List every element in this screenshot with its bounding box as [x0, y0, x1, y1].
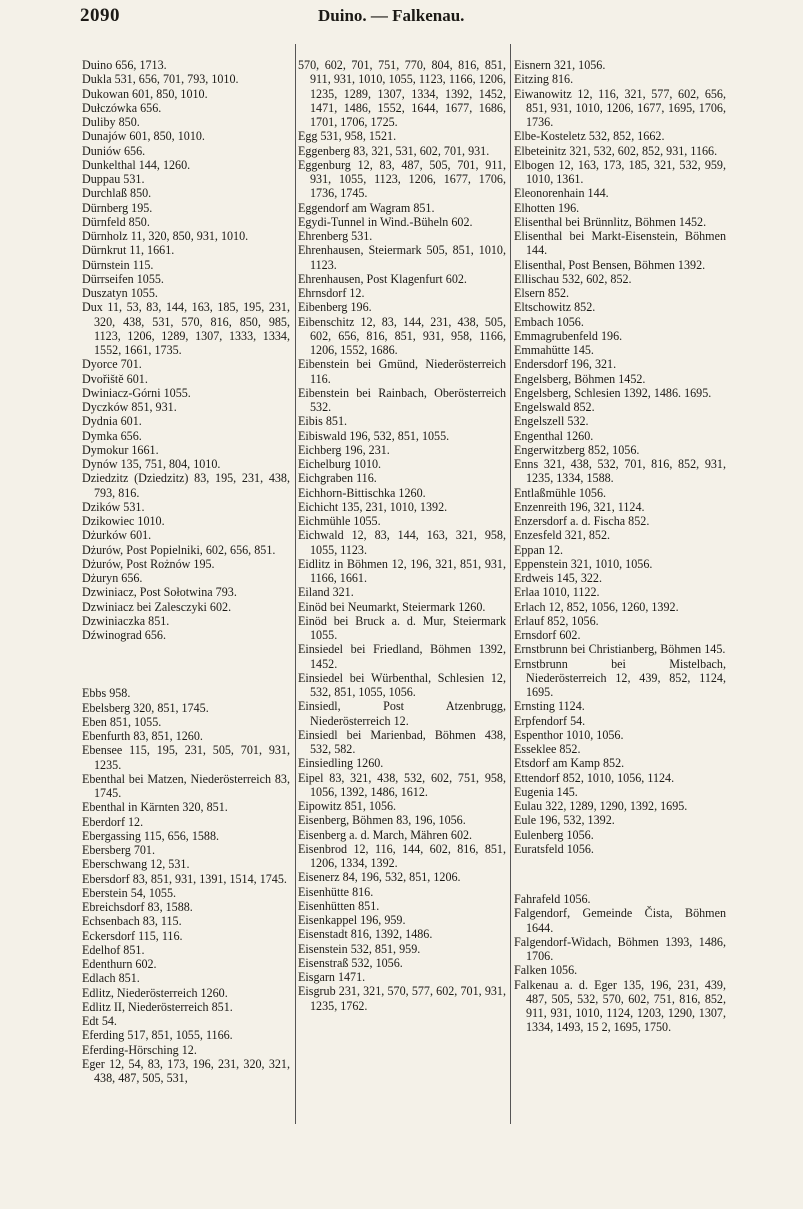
index-entry: Eipel 83, 321, 438, 532, 602, 751, 958, 1056, 1392, 1486, 1612. — [298, 770, 506, 799]
index-entry: Duppau 531. — [82, 172, 145, 186]
section-gap — [514, 856, 726, 892]
index-entry: Eichelburg 1010. — [298, 457, 382, 471]
index-entry: Ebenfurth 83, 851, 1260. — [82, 729, 203, 743]
index-entry: Ehrenhausen, Post Klagenfurt 602. — [298, 271, 467, 286]
index-entry: Edlach 851. — [82, 971, 140, 986]
index-entry: Engelswald 852. — [514, 400, 595, 414]
index-entry: Dżuryn 656. — [82, 571, 143, 585]
index-entry: Egydi-Tunnel in Wind.-Büheln 602. — [298, 214, 473, 229]
index-entry: Emmagrubenfeld 196. — [514, 328, 623, 343]
index-entry: Einsiedling 1260. — [298, 756, 384, 771]
index-entry: Dźwinograd 656. — [82, 628, 166, 642]
index-entry: Erlach 12, 852, 1056, 1260, 1392. — [514, 599, 679, 614]
index-entry: Dvořiště 601. — [82, 371, 148, 386]
index-entry: Eitzing 816. — [514, 72, 574, 87]
index-entry: Elbe-Kosteletz 532, 852, 1662. — [514, 129, 665, 144]
index-entry: Eisenkappel 196, 959. — [298, 913, 406, 927]
index-entry: Eisgrub 231, 321, 570, 577, 602, 701, 931, 1235, 1762. — [298, 984, 506, 1013]
index-entry: Euratsfeld 1056. — [514, 841, 594, 856]
index-entry: Dwiniacz-Górni 1055. — [82, 385, 191, 400]
index-entry: Ebergassing 115, 656, 1588. — [82, 828, 220, 843]
index-entry: Embach 1056. — [514, 314, 584, 329]
index-entry: Erdweis 145, 322. — [514, 571, 603, 585]
index-entry: Erlauf 852, 1056. — [514, 613, 599, 628]
index-entry: Eulenberg 1056. — [514, 827, 594, 842]
index-entry: Edlitz, Niederösterreich 1260. — [82, 985, 228, 1000]
index-entry: Ebenthal bei Matzen, Niederösterreich 83, 1745. — [82, 771, 290, 800]
index-entry: Ebelsberg 320, 851, 1745. — [82, 700, 209, 715]
index-entry: Eichicht 135, 231, 1010, 1392. — [298, 499, 448, 514]
index-entry: Egg 531, 958, 1521. — [298, 129, 397, 144]
index-entry: Dürnfeld 850. — [82, 214, 150, 229]
entry-group-e — [82, 686, 290, 1085]
index-entry: Dzwiniacz, Post Sołotwina 793. — [82, 585, 237, 600]
index-entry: Engerwitzberg 852, 1056. — [514, 442, 640, 457]
column-divider — [510, 44, 511, 1124]
index-entry: Dżurów, Post Popielniki, 602, 656, 851. — [82, 542, 276, 557]
index-entry: Eichwald 12, 83, 144, 163, 321, 958, 1055, 1123. — [298, 528, 506, 557]
index-entry: Dynów 135, 751, 804, 1010. — [82, 457, 221, 471]
index-entry: Eibenstein bei Gmünd, Niederösterreich 116. — [298, 357, 506, 386]
index-entry: Ebenthal in Kärnten 320, 851. — [82, 800, 228, 815]
index-entry: Ebensee 115, 195, 231, 505, 701, 931, 1235. — [82, 743, 290, 772]
index-entry: Entlaßmühle 1056. — [514, 485, 607, 500]
index-entry: Engelszell 532. — [514, 414, 589, 429]
entry-group-e-end — [514, 58, 726, 856]
index-entry: Eisenbrod 12, 116, 144, 602, 816, 851, 1206, 1334, 1392. — [298, 841, 506, 870]
index-entry: Dułczówka 656. — [82, 100, 162, 115]
index-entry: Dziedzitz (Dziedzitz) 83, 195, 231, 438, 793, 816. — [82, 471, 290, 500]
index-entry: Edelhof 851. — [82, 942, 145, 957]
index-entry: Eisnern 321, 1056. — [514, 58, 606, 72]
index-entry: Eberstein 54, 1055. — [82, 885, 177, 900]
index-entry: Eugenia 145. — [514, 784, 578, 799]
index-entry: Eisenerz 84, 196, 532, 851, 1206. — [298, 870, 461, 885]
index-entry: Espenthor 1010, 1056. — [514, 727, 624, 742]
index-entry: Edenthurn 602. — [82, 957, 157, 971]
entry-group-e-continued — [298, 58, 506, 1013]
index-entry: Echsenbach 83, 115. — [82, 914, 182, 929]
running-title: Duino. — Falkenau. — [318, 6, 465, 25]
index-entry: Dunajów 601, 850, 1010. — [82, 129, 205, 144]
index-entry: Dzwiniaczka 851. — [82, 613, 170, 628]
index-entry: Ehrenberg 531. — [298, 229, 373, 243]
index-entry: Eisenstraß 532, 1056. — [298, 955, 403, 970]
index-entry: Einöd bei Bruck a. d. Mur, Steiermark 1055. — [298, 613, 506, 642]
index-entry: Dyczków 851, 931. — [82, 400, 177, 414]
index-entry: Eiland 321. — [298, 585, 354, 600]
index-entry: Falgendorf, Gemeinde Čista, Böhmen 1644. — [514, 906, 726, 935]
index-entry: Ehrenhausen, Steiermark 505, 851, 1010, 1123. — [298, 243, 506, 272]
index-entry: Eppan 12. — [514, 542, 564, 557]
index-entry: Ernsting 1124. — [514, 699, 585, 714]
index-entry: Eberdorf 12. — [82, 814, 144, 829]
index-entry: Elsern 852. — [514, 286, 570, 300]
index-entry: Einsiedl, Post Atzenbrugg, Niederösterreich 12. — [298, 699, 506, 728]
index-entry: Duniów 656. — [82, 143, 146, 158]
index-entry: Ellischau 532, 602, 852. — [514, 271, 632, 286]
index-entry: Duliby 850. — [82, 115, 140, 129]
index-entry: Ettendorf 852, 1010, 1056, 1124. — [514, 770, 675, 785]
index-entry: Dzwiniacz bei Zalesczyki 602. — [82, 599, 232, 614]
index-entry: Dymka 656. — [82, 428, 142, 443]
index-entry: Ebreichsdorf 83, 1588. — [82, 900, 193, 914]
index-entry: Ernstbrunn bei Mistelbach, Niederösterreich 12, 439, 852, 1124, 1695. — [514, 656, 726, 699]
index-entry: Eibenschitz 12, 83, 144, 231, 438, 505, 602, 656, 816, 851, 931, 958, 1166, 1206, 1552, 1686. — [298, 314, 506, 357]
index-entry: Ernstbrunn bei Christianberg, Böhmen 145. — [514, 642, 726, 657]
index-entry: Dukla 531, 656, 701, 793, 1010. — [82, 72, 239, 87]
index-entry: Eiwanowitz 12, 116, 321, 577, 602, 656, 851, 931, 1010, 1206, 1677, 1695, 1706, 1736. — [514, 86, 726, 129]
index-entry: Ebersdorf 83, 851, 931, 1391, 1514, 1745. — [82, 871, 287, 886]
index-entry: Fahrafeld 1056. — [514, 892, 591, 906]
index-entry: Dunkelthal 144, 1260. — [82, 157, 191, 172]
index-entry: Dżurów, Post Rożnów 195. — [82, 556, 215, 571]
section-gap — [82, 642, 290, 686]
index-entry: Etsdorf am Kamp 852. — [514, 756, 625, 771]
index-entry: Elisenthal bei Markt-Eisenstein, Böhmen 144. — [514, 229, 726, 258]
index-entry: Eckersdorf 115, 116. — [82, 928, 183, 943]
index-entry: Edlitz II, Niederösterreich 851. — [82, 999, 233, 1014]
index-entry: Dukowan 601, 850, 1010. — [82, 86, 208, 101]
index-entry: Dürrseifen 1055. — [82, 271, 164, 286]
index-entry: Eltschowitz 852. — [514, 300, 596, 315]
index-entry: Enzenreith 196, 321, 1124. — [514, 499, 645, 514]
index-entry: Engenthal 1260. — [514, 428, 594, 443]
index-entry: Dürnberg 195. — [82, 200, 153, 215]
index-entry: Esseklee 852. — [514, 742, 581, 756]
index-entry: Dzików 531. — [82, 499, 145, 514]
index-entry: Dymokur 1661. — [82, 442, 159, 457]
index-entry: Eisgarn 1471. — [298, 970, 366, 984]
index-entry: Ebbs 958. — [82, 686, 131, 701]
index-entry: Ebersberg 701. — [82, 843, 155, 857]
index-entry: 570, 602, 701, 751, 770, 804, 816, 851, 911, 931, 1010, 1055, 1123, 1166, 1206, 1235, 1289, 1307, 1334, 1392, 1452, 1471, 1486, 1552, 1644, 1677, 1686, 1701, 1706, 1725. — [298, 58, 506, 129]
index-entry: Eule 196, 532, 1392. — [514, 813, 615, 828]
index-entry: Elbeteinitz 321, 532, 602, 852, 931, 1166. — [514, 143, 718, 158]
index-entry: Ernsdorf 602. — [514, 628, 581, 642]
index-entry: Eger 12, 54, 83, 173, 196, 231, 320, 321, 438, 487, 505, 531, — [82, 1056, 290, 1085]
index-entry: Dydnia 601. — [82, 414, 142, 429]
index-entry: Eidlitz in Böhmen 12, 196, 321, 851, 931, 1166, 1661. — [298, 556, 506, 585]
index-entry: Dyorce 701. — [82, 357, 142, 372]
index-entry: Eichmühle 1055. — [298, 514, 381, 528]
index-entry: Durchlaß 850. — [82, 186, 152, 201]
index-entry: Eisenberg, Böhmen 83, 196, 1056. — [298, 813, 466, 828]
index-entry: Eggendorf am Wagram 851. — [298, 200, 435, 215]
index-entry: Eulau 322, 1289, 1290, 1392, 1695. — [514, 799, 688, 813]
index-entry: Einsiedel bei Würbenthal, Schlesien 12, 532, 851, 1055, 1056. — [298, 670, 506, 699]
index-entry: Eibenberg 196. — [298, 300, 372, 315]
index-entry: Eisenhütte 816. — [298, 884, 374, 899]
index-entry: Edt 54. — [82, 1014, 117, 1028]
index-entry: Eben 851, 1055. — [82, 714, 162, 729]
page-number: 2090 — [80, 5, 120, 26]
index-entry: Eichberg 196, 231. — [298, 442, 390, 457]
index-entry: Eibenstein bei Rainbach, Oberösterreich 532. — [298, 385, 506, 414]
entry-group-d — [82, 58, 290, 642]
index-entry: Eferding 517, 851, 1055, 1166. — [82, 1028, 233, 1043]
index-entry: Erlaa 1010, 1122. — [514, 585, 600, 600]
index-entry: Eisenstadt 816, 1392, 1486. — [298, 927, 433, 942]
index-entry: Eichhorn-Bittischka 1260. — [298, 485, 426, 500]
index-entry: Einöd bei Neumarkt, Steiermark 1260. — [298, 599, 486, 614]
index-entry: Dux 11, 53, 83, 144, 163, 185, 195, 231, 320, 438, 531, 570, 816, 850, 985, 1123, 1206, 1289, 1307, 1333, 1334, 1552, 1661, 1735. — [82, 300, 290, 357]
index-entry: Enzesfeld 321, 852. — [514, 528, 611, 543]
index-entry: Dżurków 601. — [82, 528, 152, 543]
index-entry: Elhotten 196. — [514, 200, 580, 215]
index-entry: Falgendorf-Widach, Böhmen 1393, 1486, 1706. — [514, 934, 726, 963]
index-entry: Eibiswald 196, 532, 851, 1055. — [298, 428, 450, 443]
index-entry: Enns 321, 438, 532, 701, 816, 852, 931, 1235, 1334, 1588. — [514, 457, 726, 486]
index-entry: Eipowitz 851, 1056. — [298, 799, 397, 813]
index-entry: Eleonorenhain 144. — [514, 186, 609, 201]
index-entry: Elisenthal bei Brünnlitz, Böhmen 1452. — [514, 214, 707, 229]
index-entry: Einsiedel bei Friedland, Böhmen 1392, 1452. — [298, 642, 506, 671]
index-entry: Elisenthal, Post Bensen, Böhmen 1392. — [514, 257, 706, 272]
column-divider — [295, 44, 296, 1124]
index-entry: Eggenberg 83, 321, 531, 602, 701, 931. — [298, 143, 490, 158]
index-entry: Dürnkrut 11, 1661. — [82, 243, 175, 258]
index-entry: Enzersdorf a. d. Fischa 852. — [514, 514, 650, 528]
index-entry: Falkenau a. d. Eger 135, 196, 231, 439, 487, 505, 532, 570, 602, 751, 816, 852, 911, 931, 1010, 1124, 1203, 1290, 1307, 1334, 1493, 15 2, 1695, 1750. — [514, 977, 726, 1035]
index-entry: Eggenburg 12, 83, 487, 505, 701, 911, 931, 1055, 1123, 1206, 1677, 1706, 1736, 1745. — [298, 157, 506, 201]
index-entry: Eichgraben 116. — [298, 471, 377, 486]
index-entry: Eberschwang 12, 531. — [82, 857, 190, 872]
index-entry: Engelsberg, Schlesien 1392, 1486. 1695. — [514, 385, 712, 400]
index-column-1 — [82, 58, 290, 1085]
index-column-3 — [514, 58, 726, 1035]
index-entry: Ehrnsdorf 12. — [298, 286, 365, 300]
index-entry: Elbogen 12, 163, 173, 185, 321, 532, 959, 1010, 1361. — [514, 157, 726, 186]
index-entry: Falken 1056. — [514, 963, 578, 978]
index-entry: Eisenstein 532, 851, 959. — [298, 941, 421, 956]
entry-group-f — [514, 892, 726, 1035]
index-entry: Eferding-Hörsching 12. — [82, 1042, 197, 1057]
index-entry: Duszatyn 1055. — [82, 286, 158, 300]
index-entry: Engelsberg, Böhmen 1452. — [514, 371, 646, 386]
index-entry: Dürnholz 11, 320, 850, 931, 1010. — [82, 229, 249, 243]
index-entry: Dzikowiec 1010. — [82, 514, 165, 528]
index-entry: Eibis 851. — [298, 414, 348, 429]
index-entry: Eisenhütten 851. — [298, 898, 380, 913]
index-entry: Erpfendorf 54. — [514, 713, 586, 728]
index-entry: Emmahütte 145. — [514, 343, 594, 357]
index-entry: Eisenberg a. d. March, Mähren 602. — [298, 827, 473, 842]
index-entry: Eppenstein 321, 1010, 1056. — [514, 556, 653, 571]
index-entry: Endersdorf 196, 321. — [514, 357, 617, 372]
index-column-2 — [298, 58, 506, 1013]
index-entry: Dürnstein 115. — [82, 257, 154, 272]
index-entry: Duino 656, 1713. — [82, 58, 167, 72]
index-entry: Einsiedl bei Marienbad, Böhmen 438, 532, 582. — [298, 727, 506, 756]
